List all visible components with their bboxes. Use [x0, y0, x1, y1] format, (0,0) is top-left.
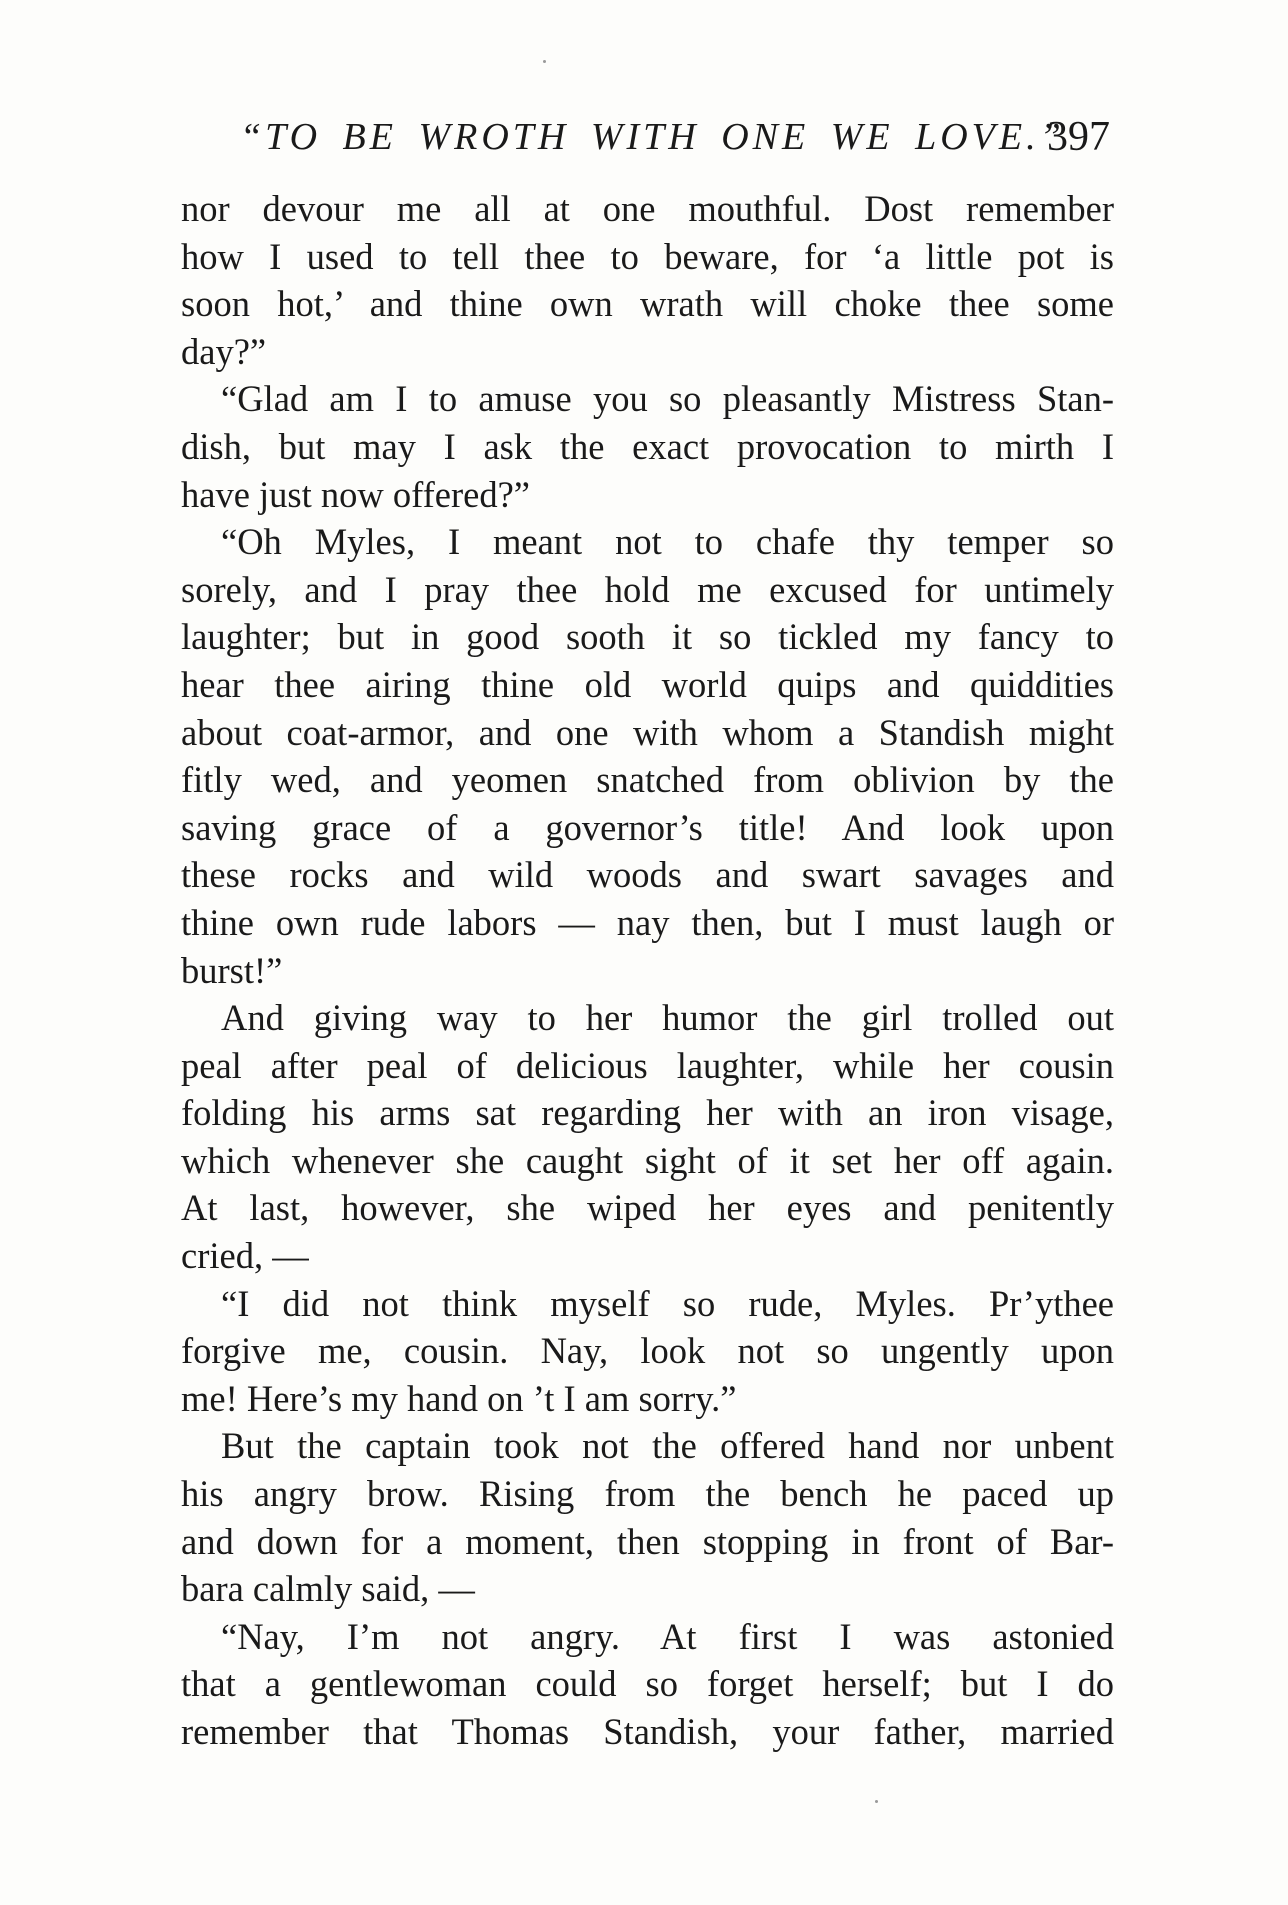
paragraph-first-line: “Nay, I’m not angry. At first I was astonied [221, 1615, 1114, 1657]
text-line: fitly wed, and yeomen snatched from oblivion by the [181, 759, 1114, 801]
text-line: peal after peal of delicious laughter, while her cousin [181, 1044, 1114, 1086]
text-line: forgive me, cousin. Nay, look not so ungently upon [181, 1330, 1114, 1372]
text-line: me! Here’s my hand on ’t I am sorry.” [181, 1377, 737, 1419]
paper-speck [543, 60, 546, 63]
text-line: cried, — [181, 1235, 309, 1277]
text-line: soon hot,’ and thine own wrath will choke thee some [181, 283, 1114, 325]
text-line: laughter; but in good sooth it so tickled my fancy to [181, 616, 1114, 658]
paragraph-first-line: “Glad am I to amuse you so pleasantly Mistress Stan- [221, 378, 1114, 420]
paragraph-first-line: “I did not think myself so rude, Myles. Pr’ythee [221, 1282, 1114, 1324]
paper-speck [875, 1800, 878, 1803]
text-line: how I used to tell thee to beware, for ‘a little pot is [181, 235, 1114, 277]
text-line: that a gentlewoman could so forget herself; but I do [181, 1663, 1114, 1705]
running-head [240, 112, 1120, 162]
text-line: sorely, and I pray thee hold me excused for untimely [181, 568, 1114, 610]
text-line: these rocks and wild woods and swart savages and [181, 854, 1114, 896]
text-line: have just now offered?” [181, 473, 530, 515]
text-line: nor devour me all at one mouthful. Dost remember [181, 188, 1114, 229]
text-line: burst!” [181, 949, 283, 991]
text-line: day?” [181, 330, 267, 372]
text-line: his angry brow. Rising from the bench he paced up [181, 1473, 1114, 1515]
page-number: 397 [1047, 114, 1110, 160]
text-line: and down for a moment, then stopping in front of Bar- [181, 1520, 1114, 1562]
text-line: about coat-armor, and one with whom a Standish might [181, 711, 1114, 753]
text-line: remember that Thomas Standish, your father, married [181, 1711, 1114, 1752]
text-line: which whenever she caught sight of it set her off again. [181, 1139, 1114, 1181]
text-line: dish, but may I ask the exact provocation to mirth I [181, 425, 1114, 467]
text-line: folding his arms sat regarding her with an iron visage, [181, 1092, 1114, 1134]
paragraph-first-line: And giving way to her humor the girl trolled out [221, 997, 1114, 1039]
text-line: thine own rude labors — nay then, but I must laugh or [181, 901, 1114, 943]
paragraph-first-line: But the captain took not the offered hand nor unbent [221, 1425, 1114, 1467]
text-line: saving grace of a governor’s title! And look upon [181, 806, 1114, 848]
text-line: hear thee airing thine old world quips and quiddities [181, 663, 1114, 705]
running-title: “TO BE WROTH WITH ONE WE LOVE.” [240, 116, 1065, 158]
text-line: bara calmly said, — [181, 1568, 475, 1610]
text-line: At last, however, she wiped her eyes and penitently [181, 1187, 1114, 1229]
page-body [181, 185, 1114, 1756]
paragraph-first-line: “Oh Myles, I meant not to chafe thy temper so [221, 521, 1114, 563]
